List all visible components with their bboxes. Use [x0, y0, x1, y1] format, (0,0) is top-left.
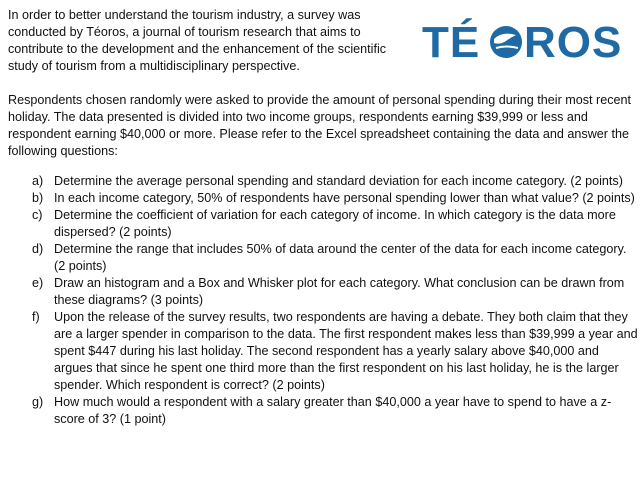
question-text: In each income category, 50% of respondents have personal spending lower than what value? (2 points) [54, 191, 635, 205]
description-paragraph: Respondents chosen randomly were asked to provide the amount of personal spending during their most recent holiday. The data presented is divided into two income groups, respondents earning $39,999 or less and respondent earning $40,000 or more. Please refer to the Excel spreadsheet containing the data and answer the following questions: [8, 93, 632, 158]
question-text: Determine the range that includes 50% of data around the center of the data for each income category. (2 points) [54, 242, 627, 273]
question-c [8, 207, 638, 241]
question-text: Determine the average personal spending and standard deviation for each income category. (2 points) [54, 174, 623, 188]
logo-wordmark: TÉ [422, 18, 481, 67]
question-text: Determine the coefficient of variation for each category of income. In which category is the data more dispersed? (2 points) [54, 208, 616, 239]
logo-wordmark-end: ROS [524, 18, 623, 67]
teoros-logo-icon [420, 15, 623, 67]
question-e [8, 275, 638, 309]
question-f [8, 309, 638, 394]
question-b [8, 190, 638, 207]
question-letter: d) [32, 242, 44, 256]
question-letter: a) [32, 174, 44, 188]
question-list [8, 173, 638, 428]
question-letter: g) [32, 395, 44, 409]
question-letter: b) [32, 191, 44, 205]
question-text: Draw an histogram and a Box and Whisker plot for each category. What conclusion can be drawn from these diagrams? (3 points) [54, 276, 625, 307]
question-g [8, 394, 638, 428]
question-a [8, 173, 638, 190]
question-letter: e) [32, 276, 44, 290]
teoros-logo [420, 15, 623, 67]
question-d [8, 241, 638, 275]
question-text: How much would a respondent with a salary greater than $40,000 a year have to spend to have a z-score of 3? (1 point) [54, 395, 612, 426]
intro-paragraph: In order to better understand the tourism industry, a survey was conducted by Téoros, a journal of tourism research that aims to contribute to the development and the enhancement of the scientific study of tourism from a multidisciplinary perspective. [8, 8, 387, 73]
question-text: Upon the release of the survey results, two respondents are having a debate. They both claim that they are a larger spender in comparison to the data. The first respondent makes less than $39,999 a year and spent $447 during his last holiday. The second respondent has a yearly salary above $40,000 and argues that since he spent one third more than the first respondent on his last holiday, he is the larger spender. Which respondent is correct? (2 points) [54, 310, 638, 392]
question-letter: f) [32, 310, 40, 324]
question-letter: c) [32, 208, 43, 222]
